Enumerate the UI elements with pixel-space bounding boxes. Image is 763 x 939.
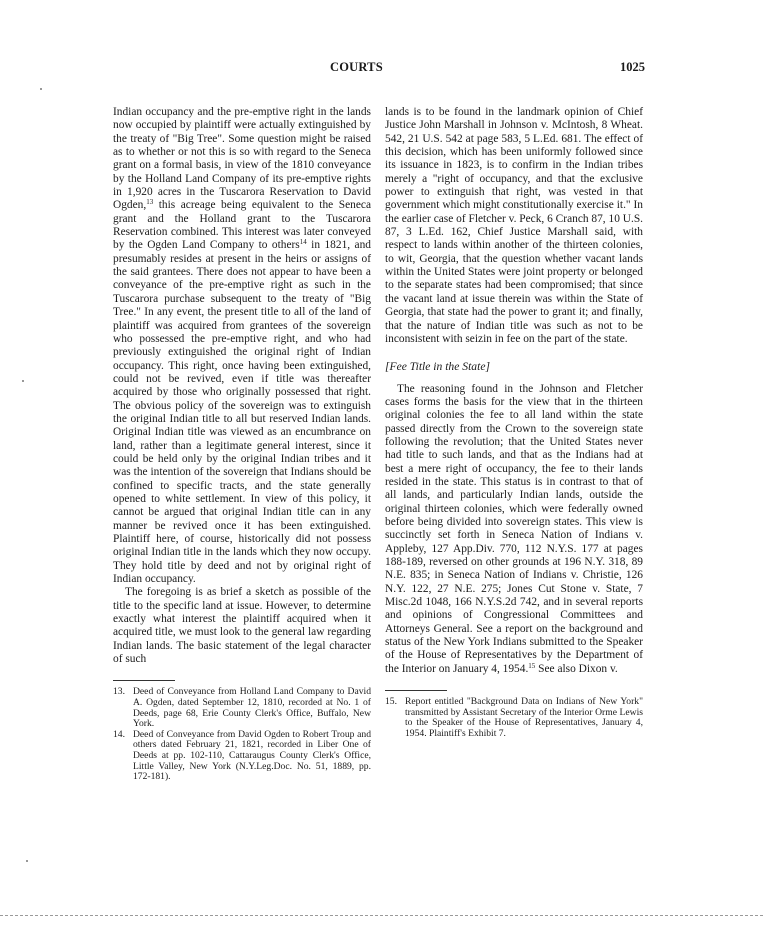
left-column <box>113 106 371 783</box>
scan-speck <box>26 860 28 862</box>
footnote-divider <box>385 690 447 691</box>
footnote-13: 13. Deed of Conveyance from Holland Land Company to David A. Ogden, dated September 12, 1810, recorded at No. 1 of Deeds, page 68, Erie County Clerk's Office, Buffalo, New York. <box>113 686 371 730</box>
right-paragraph-1: lands is to be found in the landmark opinion of Chief Justice John Marshall in Johnson v. McIntosh, 8 Wheat. 542, 21 U.S. 542 at page 583, 5 L.Ed. 681. The effect of this decision, which has been uniformly followed since its issuance in 1823, is to confirm in the Indian tribes merely a "right of occupancy, and that the exclusive power to extinguish that right, was vested in that government which might constitutionally exercise it." In the earlier case of Fletcher v. Peck, 6 Cranch 87, 10 U.S. 87, 3 L.Ed. 162, Chief Justice Marshall said, with respect to lands within another of the thirteen colonies, to wit, Georgia, that the question whether vacant lands within the United States were joint property or belonged to the separate states had been compromised; that since the vacant land at issue therein was within the State of Georgia, that state had the power to grant it; and finally, that the nature of Indian title was such as not to be inconsistent with seizin in fee on the part of the state. <box>385 106 643 345</box>
scan-speck <box>22 380 24 382</box>
footnote-14: 14. Deed of Conveyance from David Ogden to Robert Troup and others dated February 21, 1821, recorded in Liber One of Deeds at pp. 102-110, Cattaraugus County Clerk's Office, Little Valley, New York (N.Y.Leg.Doc. No. 51, 1889, pp. 172-181). <box>113 728 371 783</box>
running-title: COURTS <box>330 60 383 74</box>
section-heading: [Fee Title in the State] <box>385 360 490 374</box>
left-paragraph-2: The foregoing is as brief a sketch as possible of the title to the specific land at issue. However, to determine exactly what interest the plaintiff acquired when it acquired title, we must look to the general law regarding Indian lands. The basic statement of the legal character of such <box>113 586 371 666</box>
scan-edge-line <box>0 915 763 917</box>
footnote-ref-15: 15 <box>528 661 536 670</box>
footnote-ref-14: 14 <box>299 238 307 247</box>
right-column <box>385 106 643 739</box>
footnote-ref-13: 13 <box>146 198 154 207</box>
scan-speck <box>40 88 42 90</box>
footnote-15: 15. Report entitled "Background Data on Indians of New York" transmitted by Assistant Secretary of the Interior Orme Lewis to the Speaker of the House of Representatives, January 4, 1954. Plaintiff's Exhibit 7. <box>385 696 643 739</box>
page-number: 1025 <box>620 60 645 74</box>
right-paragraph-2: The reasoning found in the Johnson and Fletcher cases forms the basis for the view that in the thirteen original colonies the fee to all land within the state passed directly from the Crown to the sovereign state following the revolution; that the United States never had title to such lands, and that as the Indians had at best a mere right of occupancy, the fee to their lands resided in the state. This status is in contrast to that of all lands, and particularly Indian lands, outside the original thirteen colonies, which were federally owned before being divided into sovereign states. This view is succinctly set forth in Seneca Nation of Indians v. Appleby, 127 App.Div. 770, 112 N.Y.S. 177 at pages 188-189, reversed on other grounds at 196 N.Y. 318, 89 N.E. 835; in Seneca Nation of Indians v. Christie, 126 N.Y. 122, 27 N.E. 275; Jones Cut Stone v. State, 7 Misc.2d 1048, 166 N.Y.S.2d 742, and in several reports and opinions of Congressional Committees and Attorneys General. See a report on the background and status of the New York Indians submitted to the Speaker of the House of Representatives by the Department of the Interior on January 4, 1954.15 See also Dixon v. <box>385 382 643 675</box>
running-header <box>0 60 763 80</box>
footnote-divider <box>113 680 175 681</box>
left-paragraph-1: Indian occupancy and the pre-emptive right in the lands now occupied by plaintiff were actually extinguished by the treaty of "Big Tree". Some question might be raised as to whether or not this is so with regard to the Seneca grant on a formal basis, in view of the 1810 conveyance by the Holland Land Company of its pre-emptive rights in 1,920 acres in the Tuscarora Reservation to David Ogden,$^{13}$ this acreage being equivalent to the Seneca grant and the Holland grant to the Tuscarora Reservation combined. This interest was later conveyed by the Ogden Land Company to others$^{14}$ in 1821, and presumably resides at present in the heirs or assigns of the said grantees. There does not appear to have been a conveyance of the pre-emptive right as such in the Tuscarora purchase subsequent to the treaty of "Big Tree." In any event, the present title to all of the land of plaintiff was acquired from grantees of the sovereign who possessed the pre-emptive right, and who had previously extinguished the original right of Indian occupancy. This right, once having been extinguished, could not be revived, even if title was thereafter acquired by those who originally possessed that right. The obvious policy of the sovereign was to extinguish the original Indian title to all but reserved Indian lands. Original Indian title was viewed as an encumbrance on land, rather than a legitimate general interest, since it could be held only by the original Indian tribes and it was the intention of the sovereign that Indians should be confined to specific tracts, and the state generally opened to white settlement. In view of this policy, it cannot be argued that original Indian title can in any manner be revived once it has been extinguished. Plaintiff here, of course, historically did not possess original Indian title in the lands which they now occupy. They hold title by deed and not by original right of Indian occupancy. <box>113 106 371 586</box>
